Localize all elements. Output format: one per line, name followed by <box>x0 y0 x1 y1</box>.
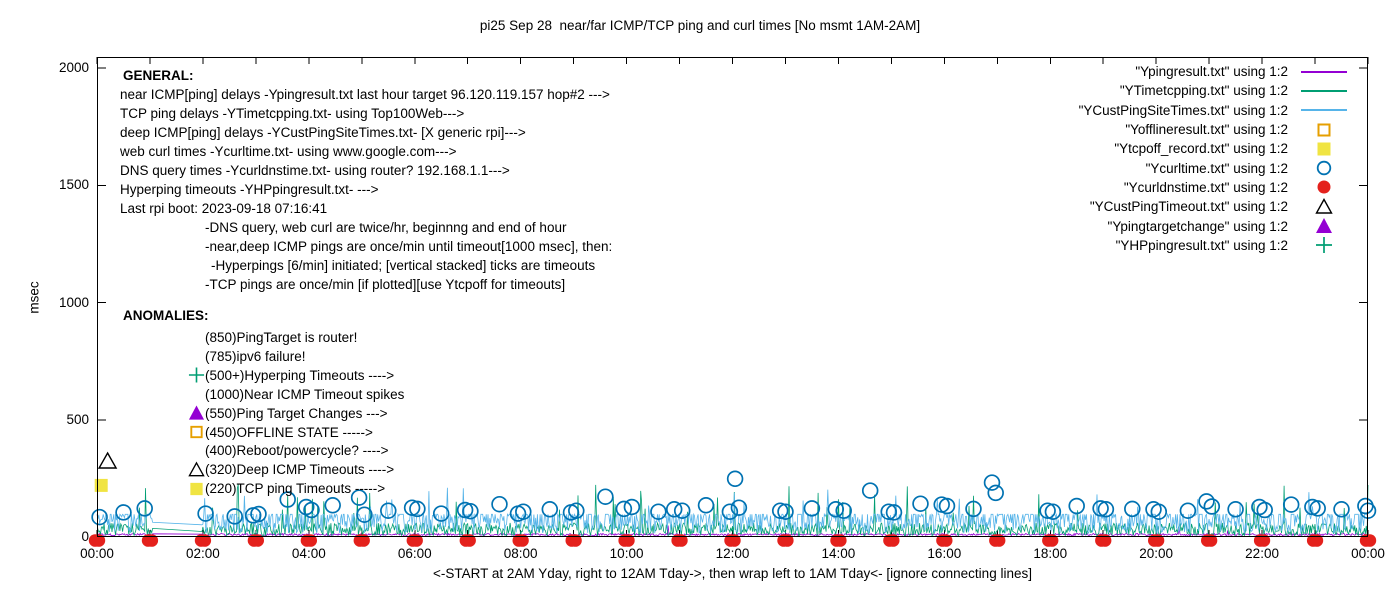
legend-marker <box>1296 236 1352 254</box>
legend-row <box>1079 62 1352 81</box>
general-heading: GENERAL: <box>123 68 194 83</box>
line-icon <box>1301 83 1347 99</box>
anomaly-text: (1000)Near ICMP Timeout spikes <box>205 386 405 402</box>
legend-row <box>1079 158 1352 177</box>
general-line: TCP ping delays -YTimetcpping.txt- using Top100Web---> <box>120 106 465 121</box>
square-open-icon <box>1315 121 1333 139</box>
square-open-icon <box>188 423 205 441</box>
anomaly-text: (850)PingTarget is router! <box>205 330 358 345</box>
y-tick-label: 1000 <box>58 294 89 310</box>
triangle-open-icon <box>188 461 205 479</box>
general-line: -TCP pings are once/min [if plotted][use Ytcpoff for timeouts] <box>205 277 566 292</box>
legend-label: "Ycurltime.txt" using 1:2 <box>1145 160 1288 176</box>
general-line: Last rpi boot: 2023-09-18 07:16:41 <box>120 201 328 216</box>
legend-marker <box>1296 198 1352 216</box>
general-line: DNS query times -Ycurldnstime.txt- using router? 192.168.1.1---> <box>120 163 510 178</box>
x-tick-label: 04:00 <box>291 546 326 561</box>
x-tick-label: 08:00 <box>503 546 538 561</box>
legend-marker <box>1296 83 1352 99</box>
line-icon <box>1301 64 1347 80</box>
plus-icon <box>188 366 205 384</box>
general-line: near ICMP[ping] delays -Ypingresult.txt last hour target 96.120.119.157 hop#2 ---> <box>120 87 610 102</box>
square-filled-icon <box>188 480 205 498</box>
triangle-filled-icon <box>188 404 205 422</box>
legend-row <box>1079 216 1352 235</box>
general-line: web curl times -Ycurltime.txt- using www.google.com---> <box>120 144 457 159</box>
x-tick-label: 14:00 <box>821 546 856 561</box>
y-tick-label: 1500 <box>58 177 89 193</box>
anomaly-line <box>188 423 373 442</box>
anomaly-line <box>188 347 306 366</box>
x-tick-label: 12:00 <box>715 546 750 561</box>
legend-marker <box>1296 159 1352 177</box>
series-ycustpingtimeout-txt-using-1-2 <box>99 453 116 468</box>
legend-label: "YCustPingSiteTimes.txt" using 1:2 <box>1078 102 1288 118</box>
y-tick-label: 0 <box>81 529 89 544</box>
plus-icon <box>188 366 205 384</box>
legend-label: "Ycurldnstime.txt" using 1:2 <box>1123 179 1288 195</box>
x-tick-label: 00:00 <box>80 546 114 561</box>
y-axis-label: msec <box>26 281 42 314</box>
legend-row <box>1079 178 1352 197</box>
legend-row <box>1079 197 1352 216</box>
general-line: -Hyperpings [6/min] initiated; [vertical stacked] ticks are timeouts <box>211 258 596 273</box>
legend-label: "Ytcpoff_record.txt" using 1:2 <box>1114 141 1288 157</box>
anomaly-text: (400)Reboot/powercycle? ----> <box>205 443 389 459</box>
x-tick-label: 10:00 <box>609 546 644 561</box>
anomaly-line <box>188 385 404 404</box>
anomaly-line <box>188 479 385 498</box>
legend-label: "Yofflineresult.txt" using 1:2 <box>1125 122 1288 138</box>
anomaly-line <box>188 404 387 423</box>
triangle-open-icon <box>1315 198 1333 216</box>
x-axis-caption: <-START at 2AM Yday, right to 12AM Tday->, then wrap left to 1AM Tday<- [ignore connecting lines] <box>433 566 1032 581</box>
anomaly-text: (320)Deep ICMP Timeouts ----> <box>205 462 395 478</box>
general-line: deep ICMP[ping] delays -YCustPingSiteTimes.txt- [X generic rpi]---> <box>120 125 526 140</box>
square-open-icon <box>188 423 205 441</box>
chart-title: pi25 Sep 28 near/far ICMP/TCP ping and curl times [No msmt 1AM-2AM] <box>479 18 921 33</box>
circle-open-icon <box>1315 159 1333 177</box>
legend-label: "YTimetcpping.txt" using 1:2 <box>1119 83 1288 99</box>
anomaly-line <box>188 460 394 479</box>
anomaly-text: (500+)Hyperping Timeouts ----> <box>205 367 395 383</box>
anomalies-heading: ANOMALIES: <box>123 308 209 323</box>
anomaly-line <box>188 441 388 460</box>
legend-marker <box>1296 140 1352 158</box>
anomaly-text: (220)TCP ping Timeouts -----> <box>205 481 386 497</box>
legend-marker <box>1296 178 1352 196</box>
x-tick-label: 20:00 <box>1139 546 1174 561</box>
legend-label: "YHPpingresult.txt" using 1:2 <box>1115 237 1288 253</box>
x-tick-label: 02:00 <box>186 546 220 561</box>
legend-row <box>1079 120 1352 139</box>
legend-label: "YCustPingTimeout.txt" using 1:2 <box>1089 199 1288 215</box>
circle-filled-icon <box>1315 178 1333 196</box>
x-tick-label: 06:00 <box>397 546 432 561</box>
plus-icon <box>1315 236 1333 254</box>
legend-marker <box>1296 217 1352 235</box>
legend-row <box>1079 101 1352 120</box>
anomaly-line <box>188 328 357 347</box>
x-tick-label: 16:00 <box>927 546 962 561</box>
x-tick-label: 22:00 <box>1245 546 1279 561</box>
x-tick-label: 18:00 <box>1033 546 1068 561</box>
square-filled-icon <box>188 480 205 498</box>
triangle-filled-icon <box>188 404 205 422</box>
line-icon <box>1301 102 1347 118</box>
legend-marker <box>1296 64 1352 80</box>
legend-row <box>1079 236 1352 255</box>
legend-label: "Ypingresult.txt" using 1:2 <box>1135 64 1288 80</box>
legend-row <box>1079 81 1352 100</box>
x-tick-label: 00:00 <box>1351 546 1385 561</box>
series-ytcpoff-record-txt-using-1-2 <box>95 479 108 492</box>
legend-label: "Ypingtargetchange" using 1:2 <box>1107 218 1288 234</box>
legend <box>1079 62 1352 255</box>
square-filled-icon <box>1315 140 1333 158</box>
triangle-filled-icon <box>1315 217 1333 235</box>
anomaly-text: (785)ipv6 failure! <box>205 348 306 364</box>
legend-marker <box>1296 121 1352 139</box>
general-line: -near,deep ICMP pings are once/min until timeout[1000 msec], then: <box>205 239 613 254</box>
y-tick-label: 500 <box>66 411 89 427</box>
general-line: Hyperping timeouts -YHPpingresult.txt- ---> <box>120 182 379 197</box>
y-tick-label: 2000 <box>58 60 89 75</box>
legend-marker <box>1296 102 1352 118</box>
anomaly-text: (550)Ping Target Changes ---> <box>205 405 388 421</box>
triangle-open-icon <box>188 461 205 479</box>
general-line: -DNS query, web curl are twice/hr, beginnng and end of hour <box>205 220 567 235</box>
anomaly-text: (450)OFFLINE STATE -----> <box>205 424 373 440</box>
legend-row <box>1079 139 1352 158</box>
anomaly-line <box>188 366 394 385</box>
